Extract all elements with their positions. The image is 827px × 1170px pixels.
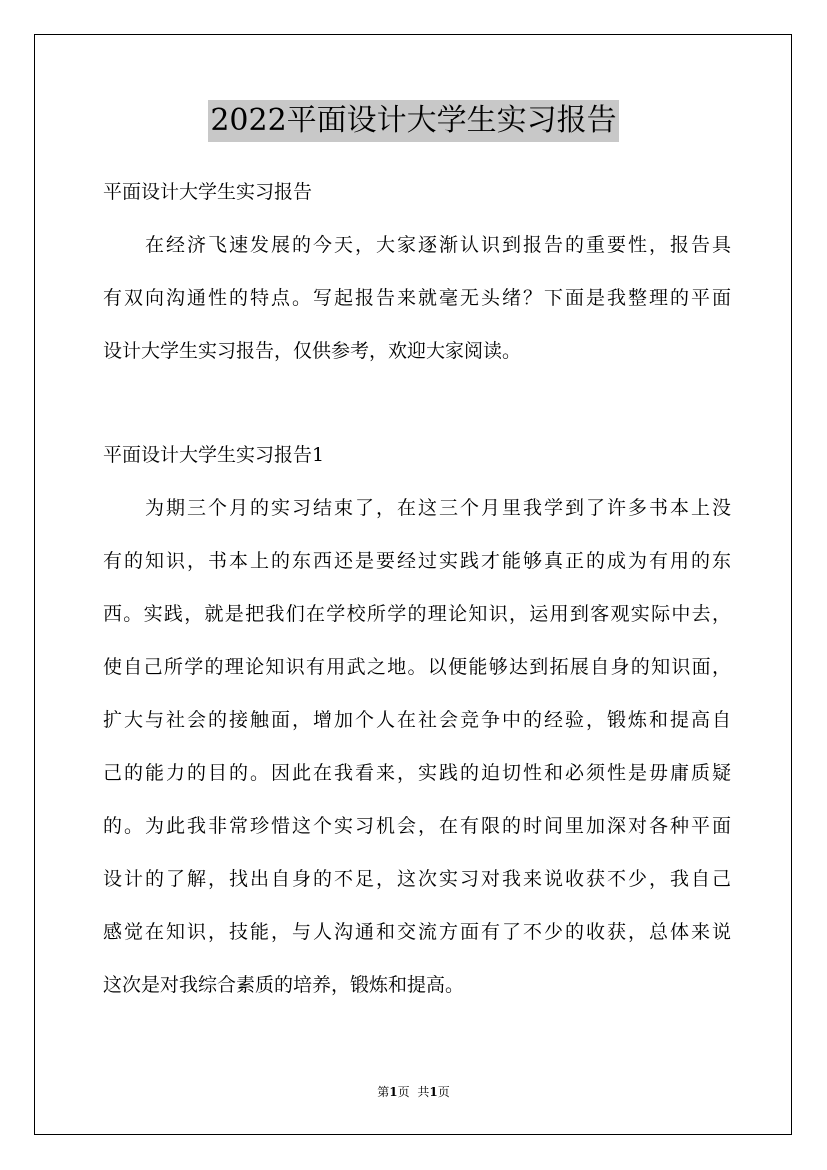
page-prefix: 第 [377,1085,390,1099]
document-title: 2022平面设计大学生实习报告 [208,100,618,142]
page-suffix: 页 [397,1085,410,1099]
paragraph-line: 有双向沟通性的特点。写起报告来就毫无头绪？下面是我整理的平面 [103,287,731,309]
paragraph-line: 扩大与社会的接触面，增加个人在社会竞争中的经验，锻炼和提高自 [103,709,731,731]
page-footer [0,1084,827,1100]
paragraph-line: 使自己所学的理论知识有用武之地。以便能够达到拓展自身的知识面， [103,656,731,678]
title-container [0,100,827,142]
document-body [103,176,731,1022]
paragraph-line: 感觉在知识，技能，与人沟通和交流方面有了不少的收获，总体来说 [103,921,731,943]
section-heading: 平面设计大学生实习报告1 [103,444,325,466]
paragraph-line: 为期三个月的实习结束了，在这三个月里我学到了许多书本上没 [145,497,731,519]
spacer [103,471,731,492]
paragraph-line: 的。为此我非常珍惜这个实习机会，在有限的时间里加深对各种平面 [103,815,731,837]
paragraph-line: 设计的了解，找出自身的不足，这次实习对我来说收获不少，我自己 [103,868,731,890]
paragraph-line: 设计大学生实习报告，仅供参考，欢迎大家阅读。 [103,340,522,362]
total-pages: 1 [429,1085,438,1099]
paragraph-line: 在经济飞速发展的今天，大家逐渐认识到报告的重要性，报告具 [145,234,731,256]
spacer [103,388,731,439]
paragraph-line: 西。实践，就是把我们在学校所学的理论知识，运用到客观实际中去， [103,603,731,625]
paragraph-line: 己的能力的目的。因此在我看来，实践的迫切性和必须性是毋庸质疑 [103,762,731,784]
page-number: 1 [389,1085,398,1099]
total-prefix: 共 [417,1085,430,1099]
intro-paragraph [103,229,731,388]
paragraph-line: 这次是对我综合素质的培养，锻炼和提高。 [103,974,465,996]
spacer [103,208,731,229]
total-suffix: 页 [437,1085,450,1099]
paragraph-line: 有的知识，书本上的东西还是要经过实践才能够真正的成为有用的东 [103,550,731,572]
document-subtitle: 平面设计大学生实习报告 [103,181,313,203]
section1-paragraph [103,492,731,1022]
